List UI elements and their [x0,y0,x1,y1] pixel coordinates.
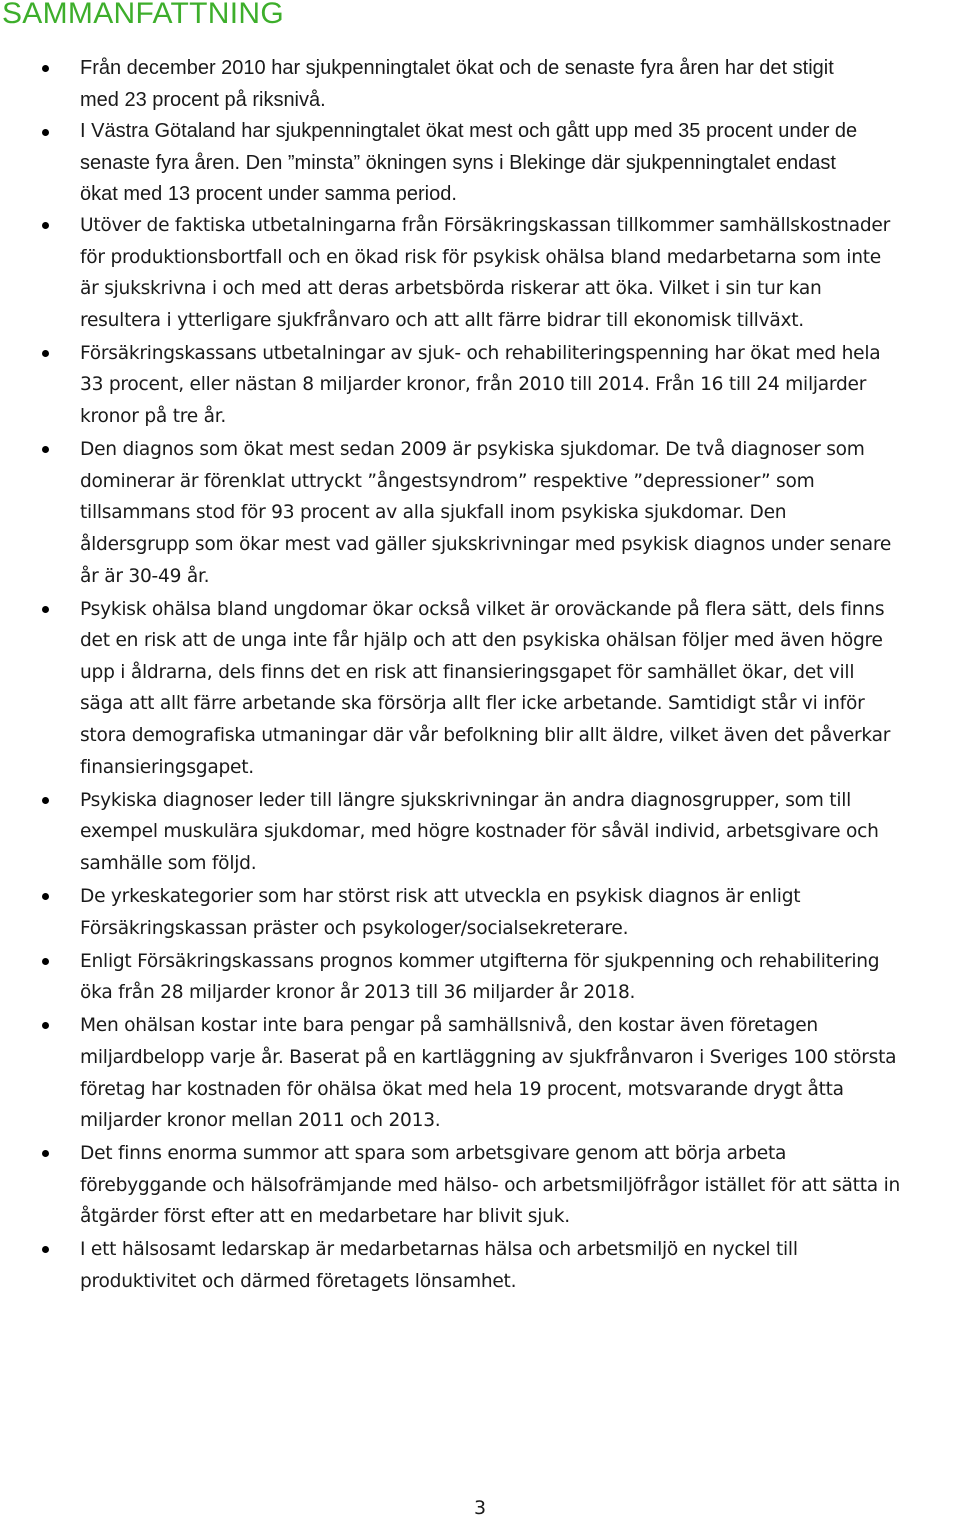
bullet-item [0,210,960,336]
bullet-item [0,1010,960,1136]
bullet-text: Enligt Försäkringskassans prognos kommer utgifterna för sjukpenning och rehabilitering öka från 28 miljarder kronor år 2013 till 36 miljarder år 2018. [80,950,880,1004]
bullet-text: Psykisk ohälsa bland ungdomar ökar också vilket är oroväckande på flera sätt, dels finns det en risk att de unga inte får hjälp och att den psykiska ohälsan följer med även högre upp i åldrarna, dels finns det en risk att finansieringsgapet för samhället ökar, det vill säga att allt färre arbetande ska försörja allt fler icke arbetande. Samtidigt står vi inför stora demografiska utmaningar där vår befolkning blir allt äldre, vilket även det påverkar finansieringsgapet. [80,598,891,778]
bullet-text: Det finns enorma summor att spara som arbetsgivare genom att börja arbeta förebyggande och hälsofrämjande med hälso- och arbetsmiljöfrågor istället för att sätta in åtgärder först efter att en medarbetare har blivit sjuk. [80,1143,901,1228]
summary-bullet-list [0,53,960,1299]
bullet-text: De yrkeskategorier som har störst risk att utveckla en psykisk diagnos är enligt Försäkringskassan präster och psykologer/socialsekreterare. [80,885,801,939]
bullet-point-icon [42,1150,49,1157]
bullet-point-icon [42,222,49,229]
page-number: 3 [473,1497,487,1519]
bullet-item [0,1234,960,1297]
bullet-text: Från december 2010 har sjukpenningtalet ökat och de senaste fyra åren har det stigit med 23 procent på riksnivå. I Västra Götaland har sjukpenningtalet ökat mest och gått upp med 35 procent under de senaste fyra åren. Den ”minsta” ökningen syns i Blekinge där sjukpenningtalet endast ökat med 13 procent under samma period. [80,57,858,206]
bullet-text: I ett hälsosamt ledarskap är medarbetarnas hälsa och arbetsmiljö en nyckel till produktivitet och därmed företagets lönsamhet. [80,1239,798,1293]
bullet-text: Försäkringskassans utbetalningar av sjuk- och rehabiliteringspenning har ökat med hela 33 procent, eller nästan 8 miljarder kronor, från 2010 till 2014. Från 16 till 24 miljarder kronor på tre år. [80,342,881,428]
bullet-item [0,1138,960,1233]
bullet-point-icon [42,129,49,136]
bullet-item [0,338,960,433]
section-heading: SAMMANFATTNING [2,0,284,30]
bullet-point-icon [42,350,49,357]
bullet-point-icon [42,606,49,613]
bullet-point-icon [42,797,49,804]
bullet-item [0,53,960,211]
bullet-point-icon [42,1022,49,1029]
bullet-text: Den diagnos som ökat mest sedan 2009 är psykiska sjukdomar. De två diagnoser som dominerar är förenklat uttryckt ”ångestsyndrom” respektive ”depressioner” som tillsammans stod för 93 procent av alla sjukfall inom psykiska sjukdomar. Den åldersgrupp som ökar mest vad gäller sjukskrivningar med psykisk diagnos under senare år är 30-49 år. [80,439,892,587]
bullet-text: Utöver de faktiska utbetalningarna från Försäkringskassan tillkommer samhällskostnader för produktionsbortfall och en ökad risk för psykisk ohälsa bland medarbetarna som inte är sjukskrivna i och med att deras arbetsbörda riskerar att öka. Vilket i sin tur kan resultera i ytterligare sjukfrånvaro och att allt färre bidrar till ekonomisk tillväxt. [80,214,890,331]
bullet-point-icon [42,958,49,965]
bullet-item [0,594,960,784]
bullet-item [0,946,960,1009]
bullet-text: Men ohälsan kostar inte bara pengar på samhällsnivå, den kostar även företagen miljardbelopp varje år. Baserat på en kartläggning av sjukfrånvaron i Sveriges 100 största företag har kostnaden för ohälsa ökat med hela 19 procent, motsvarande drygt åtta miljarder kronor mellan 2011 och 2013. [80,1015,897,1132]
bullet-item [0,434,960,592]
bullet-point-icon [42,446,49,453]
bullet-text: Psykiska diagnoser leder till längre sjukskrivningar än andra diagnosgrupper, som till exempel muskulära sjukdomar, med högre kostnader för såväl individ, arbetsgivare och samhälle som följd. [80,789,879,874]
bullet-point-icon [42,65,49,72]
bullet-item [0,785,960,880]
bullet-point-icon [42,1246,49,1253]
bullet-point-icon [42,893,49,900]
bullet-item [0,881,960,944]
